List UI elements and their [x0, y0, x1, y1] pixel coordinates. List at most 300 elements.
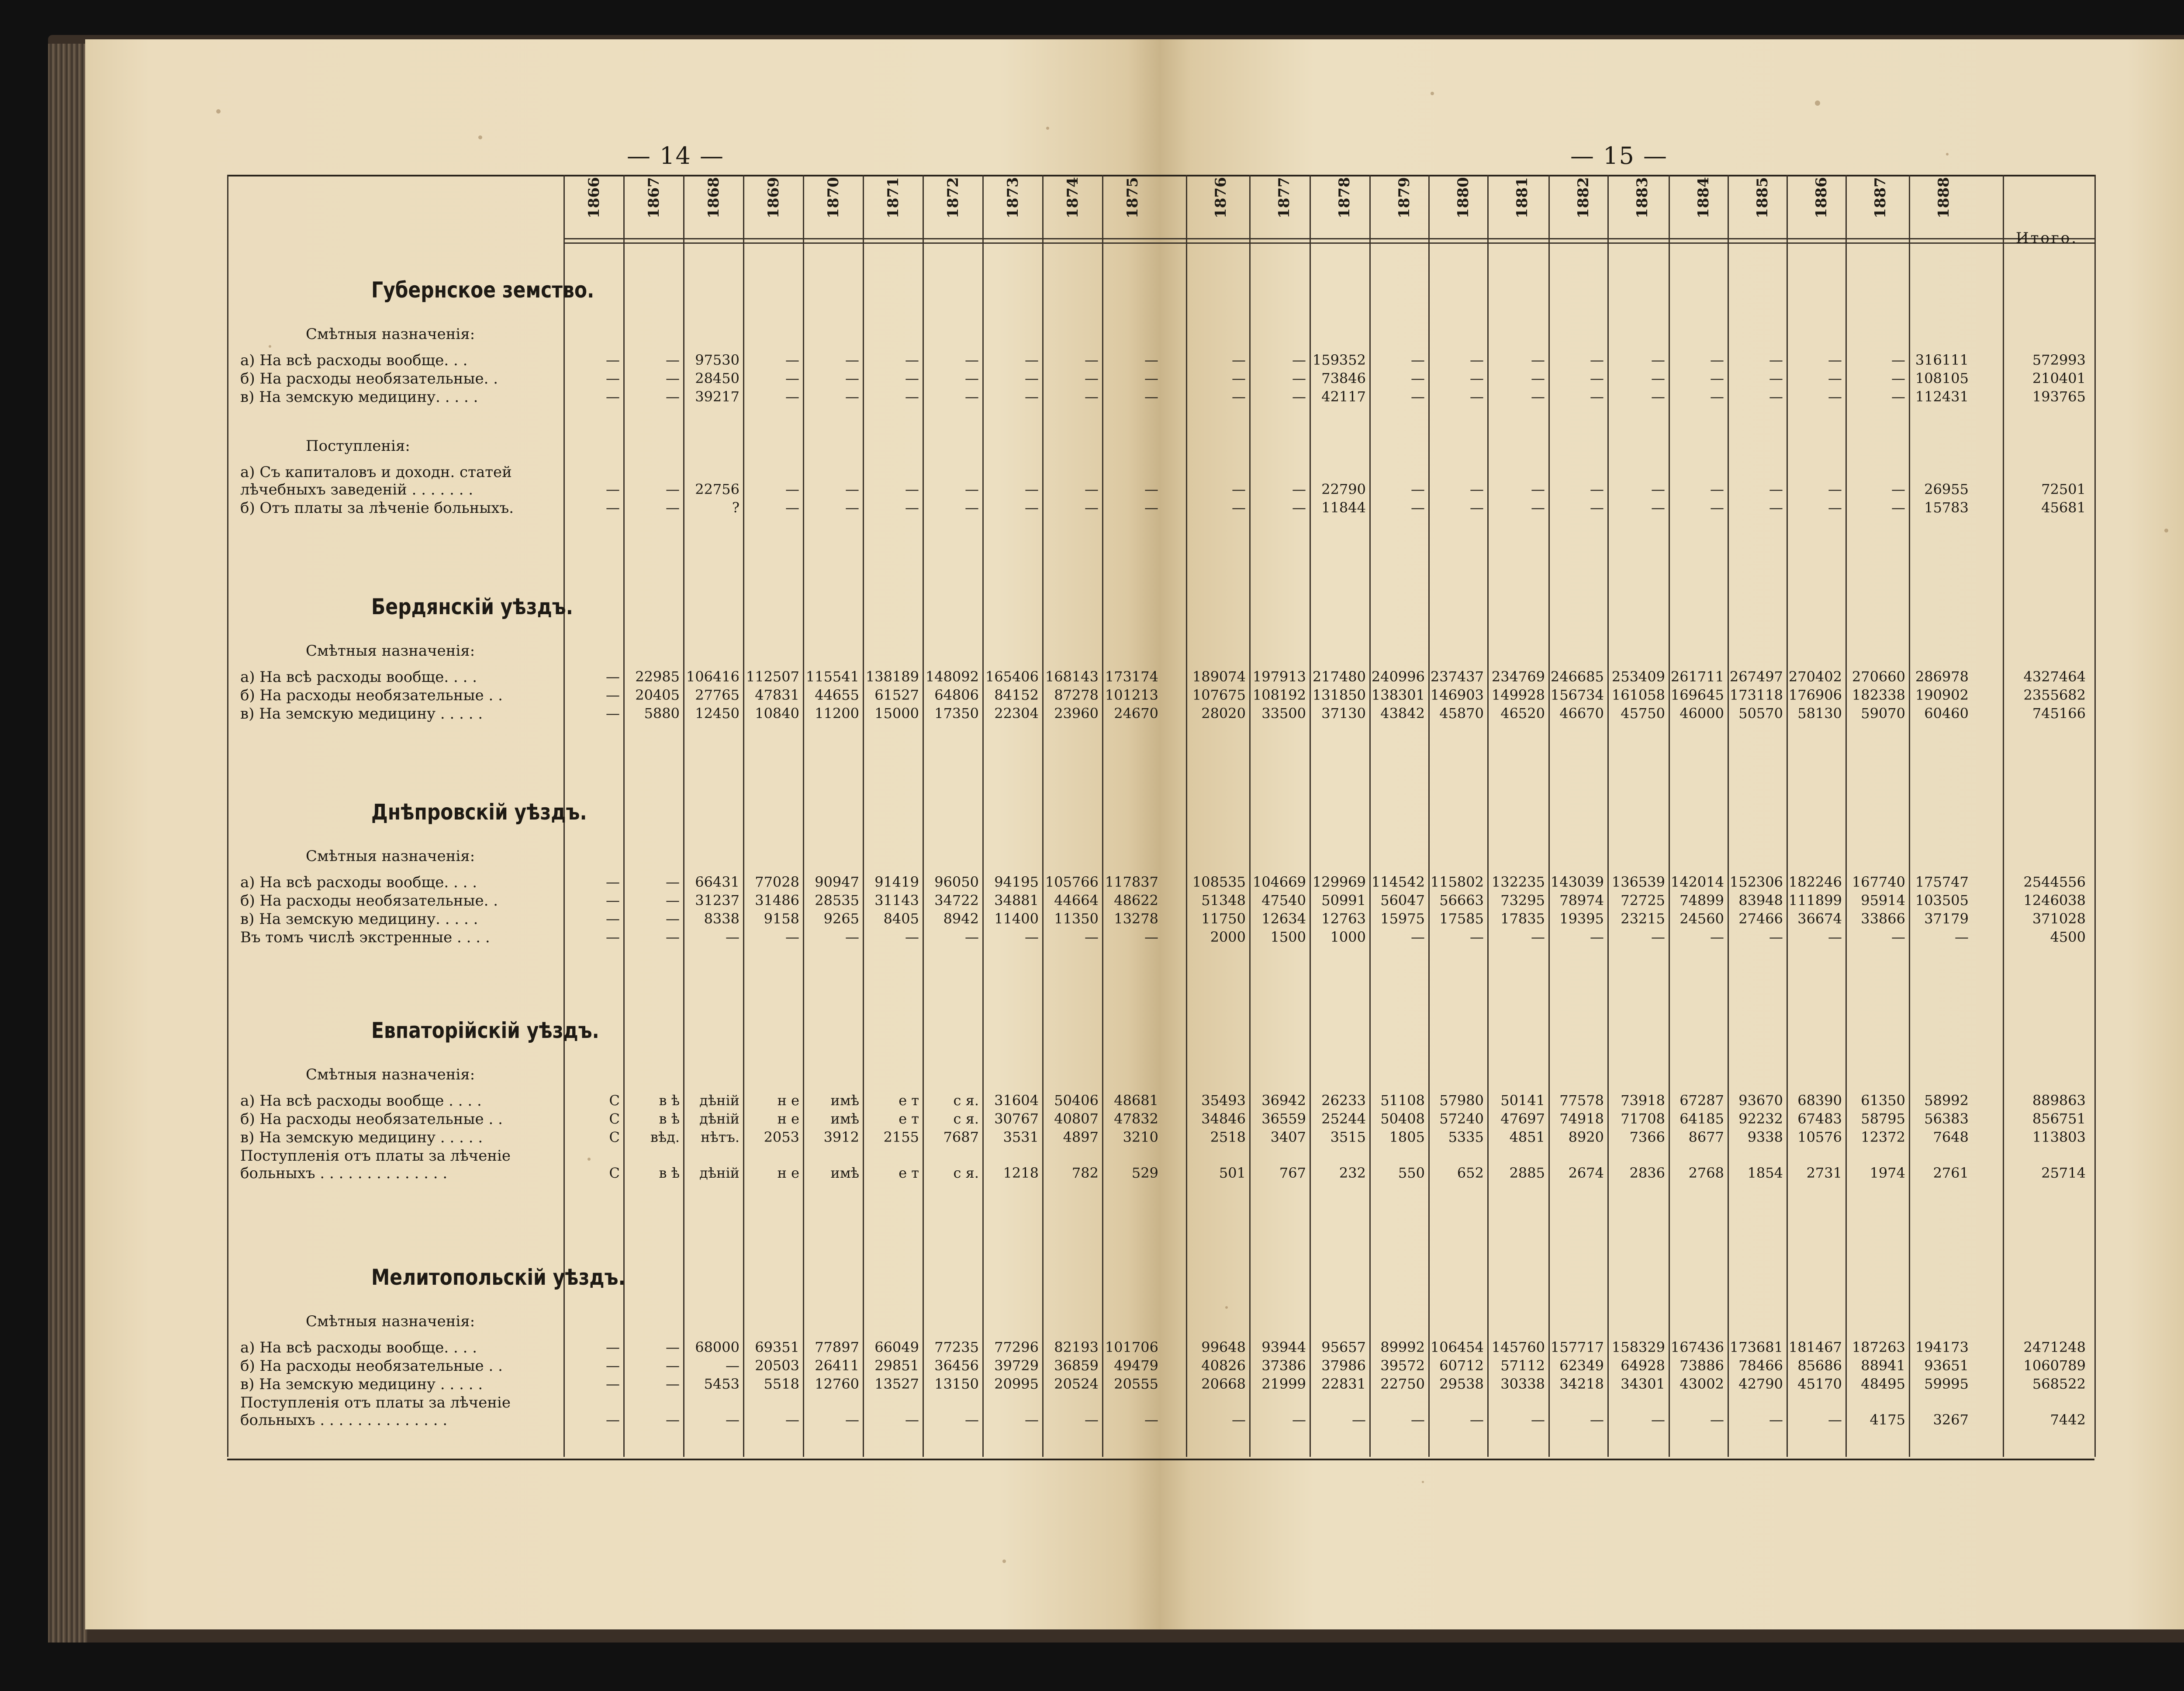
year-header: 1875	[1124, 177, 1141, 218]
table-cell: —	[666, 1411, 680, 1428]
table-cell: —	[606, 687, 620, 703]
table-cell: —	[1232, 352, 1246, 368]
table-cell: 108535	[1192, 874, 1246, 890]
table-cell: 46670	[1559, 705, 1604, 722]
table-cell: 112431	[1915, 388, 1969, 405]
table-cell: 11844	[1321, 499, 1366, 516]
table-cell: 48622	[1114, 892, 1158, 909]
row-label: б) На расходы необязательные. .	[240, 370, 498, 387]
table-cell: —	[726, 1411, 740, 1428]
table-cell: 36859	[1054, 1357, 1099, 1374]
table-cell: 39729	[994, 1357, 1039, 1374]
table-cell: 67287	[1679, 1092, 1724, 1109]
table-cell: 73886	[1679, 1357, 1724, 1374]
table-cell: 77028	[755, 874, 799, 890]
table-cell: —	[606, 1376, 620, 1392]
table-cell: 108105	[1915, 370, 1969, 387]
table-cell: 36559	[1261, 1110, 1306, 1127]
table-cell: —	[1828, 370, 1842, 387]
table-cell: 143039	[1550, 874, 1604, 890]
year-header: 1883	[1634, 177, 1651, 218]
table-cell: 2836	[1629, 1165, 1665, 1181]
year-header: 1877	[1275, 177, 1293, 218]
table-cell: —	[1232, 1411, 1246, 1428]
table-cell: —	[1025, 929, 1039, 945]
table-cell: 24560	[1679, 910, 1724, 927]
table-cell: —	[1025, 1411, 1039, 1428]
table-cell: с я.	[953, 1092, 979, 1109]
table-cell: —	[785, 929, 799, 945]
group-heading: Смѣтныя назначенія:	[306, 847, 475, 865]
table-cell: —	[1828, 499, 1842, 516]
table-cell: 19395	[1559, 910, 1604, 927]
table-cell: —	[845, 481, 859, 498]
foxing-spot	[1046, 127, 1049, 130]
table-cell: 173681	[1729, 1339, 1783, 1356]
table-cell: 72725	[1621, 892, 1665, 909]
table-cell: 131850	[1312, 687, 1366, 703]
total-cell: 745166	[2032, 705, 2086, 722]
table-cell: 7366	[1629, 1129, 1665, 1145]
table-cell: 45870	[1439, 705, 1484, 722]
table-cell: имѣ	[830, 1092, 859, 1109]
table-cell: 1854	[1747, 1165, 1783, 1181]
table-cell: 148092	[925, 668, 979, 685]
total-cell: 193765	[2032, 388, 2086, 405]
table-cell: —	[1085, 352, 1099, 368]
table-cell: —	[785, 388, 799, 405]
table-cell: 270660	[1852, 668, 1905, 685]
table-cell: 181467	[1788, 1339, 1842, 1356]
table-cell: 77897	[815, 1339, 859, 1356]
table-cell: 9265	[823, 910, 859, 927]
table-cell: 51348	[1201, 892, 1246, 909]
table-cell: —	[1828, 1411, 1842, 1428]
right-col-rule	[1369, 175, 1371, 1457]
table-cell: —	[1710, 929, 1724, 945]
foxing-spot	[478, 135, 482, 139]
table-cell: 15000	[874, 705, 919, 722]
table-cell: —	[965, 481, 979, 498]
table-cell: 31604	[994, 1092, 1039, 1109]
left-col-rule	[743, 175, 744, 1457]
total-cell: 72501	[2041, 481, 2086, 498]
table-cell: 107675	[1192, 687, 1246, 703]
table-cell: 101213	[1105, 687, 1158, 703]
row-label: б) На расходы необязательные. .	[240, 892, 498, 909]
table-cell: —	[606, 1357, 620, 1374]
row-label: а) На всѣ расходы вообще. . . .	[240, 1339, 477, 1356]
table-cell: 58795	[1861, 1110, 1905, 1127]
foxing-spot	[1815, 100, 1820, 106]
table-cell: 101706	[1105, 1339, 1158, 1356]
table-cell: 167436	[1670, 1339, 1724, 1356]
table-cell: —	[1891, 370, 1905, 387]
year-header: 1880	[1455, 177, 1472, 218]
table-cell: —	[965, 388, 979, 405]
table-cell: С	[609, 1110, 620, 1127]
foxing-spot	[1946, 153, 1949, 156]
table-cell: —	[1232, 370, 1246, 387]
table-cell: 22304	[994, 705, 1039, 722]
table-cell: —	[845, 388, 859, 405]
year-header: 1873	[1004, 177, 1022, 218]
table-cell: —	[606, 910, 620, 927]
table-cell: —	[845, 929, 859, 945]
table-cell: дѣній	[699, 1092, 740, 1109]
year-header: 1881	[1514, 177, 1531, 218]
table-cell: 39217	[695, 388, 740, 405]
table-cell: —	[606, 499, 620, 516]
table-cell: —	[1025, 481, 1039, 498]
table-cell: 66049	[874, 1339, 919, 1356]
table-cell: 95657	[1321, 1339, 1366, 1356]
right-col-rule	[1548, 175, 1550, 1457]
table-cell: 182246	[1788, 874, 1842, 890]
table-cell: 92232	[1738, 1110, 1783, 1127]
total-cell: 371028	[2032, 910, 2086, 927]
table-cell: 22750	[1380, 1376, 1425, 1392]
foxing-spot	[1225, 1306, 1228, 1309]
table-cell: 20668	[1201, 1376, 1246, 1392]
table-cell: 64806	[934, 687, 979, 703]
table-cell: 60460	[1924, 705, 1969, 722]
table-cell: 40826	[1201, 1357, 1246, 1374]
table-cell: 161058	[1611, 687, 1665, 703]
table-cell: —	[1470, 481, 1484, 498]
table-cell: 28020	[1201, 705, 1246, 722]
table-cell: 7648	[1933, 1129, 1969, 1145]
table-cell: 157717	[1550, 1339, 1604, 1356]
table-cell: 149928	[1491, 687, 1545, 703]
table-cell: 56047	[1380, 892, 1425, 909]
table-cell: —	[1470, 499, 1484, 516]
row-label: а) На всѣ расходы вообще . . . .	[240, 1092, 482, 1110]
table-cell: —	[666, 370, 680, 387]
table-cell: —	[905, 352, 919, 368]
table-cell: 57112	[1500, 1357, 1545, 1374]
right-col-rule	[1310, 175, 1311, 1457]
table-cell: 47540	[1261, 892, 1306, 909]
table-cell: 37179	[1924, 910, 1969, 927]
table-cell: —	[1085, 388, 1099, 405]
table-cell: 1974	[1870, 1165, 1905, 1181]
table-cell: 106454	[1430, 1339, 1484, 1356]
foxing-spot	[1422, 1481, 1424, 1483]
table-cell: 529	[1131, 1165, 1158, 1181]
table-cell: 50570	[1738, 705, 1783, 722]
section-title: Мелитопольскій уѣздъ.	[371, 1265, 625, 1290]
right-head-rule	[1160, 238, 2094, 239]
table-cell: С	[609, 1092, 620, 1109]
table-cell: 45170	[1797, 1376, 1842, 1392]
table-cell: —	[1769, 499, 1783, 516]
left-col-rule	[863, 175, 864, 1457]
table-cell: 173174	[1105, 668, 1158, 685]
table-cell: —	[845, 1411, 859, 1428]
table-cell: 4175	[1870, 1411, 1905, 1428]
table-cell: —	[1144, 1411, 1158, 1428]
table-cell: —	[1590, 370, 1604, 387]
table-cell: 44655	[815, 687, 859, 703]
table-cell: 89992	[1380, 1339, 1425, 1356]
table-cell: 37386	[1261, 1357, 1306, 1374]
table-cell: —	[1531, 388, 1545, 405]
table-cell: 2518	[1210, 1129, 1246, 1145]
row-label: лѣчебныхъ заведеній . . . . . . .	[240, 481, 473, 498]
row-label: б) На расходы необязательные . .	[240, 687, 503, 704]
year-header: 1871	[885, 177, 902, 218]
table-cell: 15975	[1380, 910, 1425, 927]
table-cell: 2674	[1568, 1165, 1604, 1181]
table-cell: —	[1411, 352, 1425, 368]
table-cell: 77296	[994, 1339, 1039, 1356]
year-header: 1884	[1695, 177, 1712, 218]
table-cell: 3515	[1330, 1129, 1366, 1145]
section-title: Евпаторійскій уѣздъ.	[371, 1018, 599, 1043]
table-cell: 316111	[1915, 352, 1969, 368]
table-cell: —	[1590, 499, 1604, 516]
row-label: а) На всѣ расходы вообще. . . .	[240, 874, 477, 891]
table-cell: 2761	[1933, 1165, 1969, 1181]
table-cell: 117837	[1105, 874, 1158, 890]
table-cell: 4851	[1509, 1129, 1545, 1145]
table-cell: —	[606, 481, 620, 498]
table-cell: —	[1651, 1411, 1665, 1428]
table-cell: —	[1470, 929, 1484, 945]
year-header: 1879	[1396, 177, 1413, 218]
table-cell: 12634	[1261, 910, 1306, 927]
table-cell: —	[1769, 481, 1783, 498]
year-header: 1872	[944, 177, 962, 218]
table-cell: 60712	[1439, 1357, 1484, 1374]
group-heading: Смѣтныя назначенія:	[306, 642, 475, 660]
table-cell: 2768	[1688, 1165, 1724, 1181]
group-heading: Смѣтныя назначенія:	[306, 1313, 475, 1330]
total-cell: 2355682	[2023, 687, 2086, 703]
table-cell: н е	[777, 1092, 799, 1109]
table-cell: 13278	[1114, 910, 1158, 927]
table-cell: 64185	[1679, 1110, 1724, 1127]
table-cell: 176906	[1788, 687, 1842, 703]
table-cell: 50406	[1054, 1092, 1099, 1109]
year-header: 1867	[645, 177, 663, 218]
table-cell: 31237	[695, 892, 740, 909]
table-cell: 93670	[1738, 1092, 1783, 1109]
table-cell: 33866	[1861, 910, 1905, 927]
table-cell: имѣ	[830, 1110, 859, 1127]
table-cell: 30767	[994, 1110, 1039, 1127]
row-label: больныхъ . . . . . . . . . . . . . .	[240, 1411, 448, 1429]
table-cell: —	[1651, 481, 1665, 498]
table-cell: 3912	[823, 1129, 859, 1145]
table-cell: 73846	[1321, 370, 1366, 387]
table-cell: 31486	[755, 892, 799, 909]
total-cell: 45681	[2041, 499, 2086, 516]
table-cell: —	[606, 1339, 620, 1356]
left-col-rule	[1102, 175, 1103, 1457]
total-header: Итого.	[2016, 229, 2078, 247]
table-cell: 97530	[695, 352, 740, 368]
table-cell: 8920	[1568, 1129, 1604, 1145]
total-cell: 1060789	[2023, 1357, 2086, 1374]
left-col-rule	[803, 175, 804, 1457]
table-cell: —	[965, 929, 979, 945]
table-cell: —	[1590, 1411, 1604, 1428]
table-cell: —	[1828, 929, 1842, 945]
table-cell: 71708	[1621, 1110, 1665, 1127]
table-cell: —	[1292, 388, 1306, 405]
table-cell: 36942	[1261, 1092, 1306, 1109]
table-cell: —	[1144, 370, 1158, 387]
table-cell: 39572	[1380, 1357, 1425, 1374]
right-col-rule	[1787, 175, 1788, 1457]
table-cell: с я.	[953, 1165, 979, 1181]
year-header: 1876	[1212, 177, 1230, 218]
table-cell: —	[965, 352, 979, 368]
table-cell: 132235	[1491, 874, 1545, 890]
row-label: а) Съ капиталовъ и доходн. статей	[240, 463, 512, 481]
table-cell: 94195	[994, 874, 1039, 890]
table-cell: 22756	[695, 481, 740, 498]
table-cell: 270402	[1788, 668, 1842, 685]
table-cell: —	[1651, 388, 1665, 405]
table-cell: —	[1085, 499, 1099, 516]
table-cell: —	[785, 352, 799, 368]
table-cell: —	[1651, 499, 1665, 516]
table-cell: 48495	[1861, 1376, 1905, 1392]
table-cell: 45750	[1621, 705, 1665, 722]
table-cell: 26233	[1321, 1092, 1366, 1109]
table-cell: 46520	[1500, 705, 1545, 722]
table-cell: 61350	[1861, 1092, 1905, 1109]
group-heading: Смѣтныя назначенія:	[306, 325, 475, 343]
table-cell: 73295	[1500, 892, 1545, 909]
table-cell: —	[606, 1411, 620, 1428]
year-header: 1887	[1872, 177, 1889, 218]
table-cell: —	[965, 1411, 979, 1428]
section-title: Губернское земство.	[371, 277, 594, 303]
table-cell: 43002	[1679, 1376, 1724, 1392]
table-cell: 21999	[1261, 1376, 1306, 1392]
right-col-rule	[1186, 175, 1187, 1457]
total-cell: 572993	[2032, 352, 2086, 368]
table-cell: 111899	[1788, 892, 1842, 909]
year-header: 1866	[585, 177, 603, 218]
table-cell: 69351	[755, 1339, 799, 1356]
table-cell: —	[1025, 388, 1039, 405]
left-col-rule	[923, 175, 924, 1457]
table-cell: 59070	[1861, 705, 1905, 722]
table-cell: 50991	[1321, 892, 1366, 909]
table-cell: 67483	[1797, 1110, 1842, 1127]
table-cell: 93944	[1261, 1339, 1306, 1356]
table-cell: —	[1025, 370, 1039, 387]
table-cell: 167740	[1852, 874, 1905, 890]
table-cell: —	[606, 929, 620, 945]
table-cell: —	[1144, 352, 1158, 368]
table-cell: 146903	[1430, 687, 1484, 703]
section-title: Днѣпровскій уѣздъ.	[371, 799, 587, 825]
total-cell: 7442	[2050, 1411, 2086, 1428]
table-cell: 56663	[1439, 892, 1484, 909]
table-cell: 11750	[1201, 910, 1246, 927]
total-cell: 856751	[2032, 1110, 2086, 1127]
table-cell: 93651	[1924, 1357, 1969, 1374]
table-cell: 253409	[1611, 668, 1665, 685]
table-cell: 57240	[1439, 1110, 1484, 1127]
table-cell: —	[1085, 481, 1099, 498]
table-cell: 187263	[1852, 1339, 1905, 1356]
total-cell: 113803	[2032, 1129, 2086, 1145]
table-cell: 30338	[1500, 1376, 1545, 1392]
table-cell: 44664	[1054, 892, 1099, 909]
table-cell: 26411	[815, 1357, 859, 1374]
table-cell: —	[1590, 929, 1604, 945]
table-cell: 34301	[1621, 1376, 1665, 1392]
table-cell: 237437	[1430, 668, 1484, 685]
table-cell: 61527	[874, 687, 919, 703]
foxing-spot	[269, 345, 271, 348]
table-cell: —	[1891, 388, 1905, 405]
table-cell: 197913	[1252, 668, 1306, 685]
table-cell: 37130	[1321, 705, 1366, 722]
table-cell: 90947	[815, 874, 859, 890]
table-cell: —	[785, 370, 799, 387]
table-cell: 240996	[1371, 668, 1425, 685]
table-cell: —	[1411, 370, 1425, 387]
right-col-rule	[1249, 175, 1251, 1457]
table-cell: 34881	[994, 892, 1039, 909]
table-cell: 15783	[1924, 499, 1969, 516]
table-cell: —	[606, 668, 620, 685]
table-cell: 234769	[1491, 668, 1545, 685]
table-cell: 115802	[1430, 874, 1484, 890]
table-cell: —	[1292, 481, 1306, 498]
table-cell: 2155	[883, 1129, 919, 1145]
right-col-rule	[1728, 175, 1729, 1457]
table-cell: с я.	[953, 1110, 979, 1127]
table-cell: 246685	[1550, 668, 1604, 685]
table-cell: 83948	[1738, 892, 1783, 909]
year-header: 1886	[1813, 177, 1830, 218]
table-cell: —	[1144, 481, 1158, 498]
right-page	[1160, 39, 2184, 1629]
right-col-rule	[1909, 175, 1910, 1457]
table-cell: —	[606, 874, 620, 890]
table-cell: 34846	[1201, 1110, 1246, 1127]
table-cell: 5880	[644, 705, 680, 722]
table-cell: 36674	[1797, 910, 1842, 927]
table-cell: —	[1769, 1411, 1783, 1428]
table-cell: 11200	[815, 705, 859, 722]
table-cell: 23960	[1054, 705, 1099, 722]
table-cell: —	[785, 499, 799, 516]
table-cell: 138301	[1371, 687, 1425, 703]
table-cell: 3407	[1270, 1129, 1306, 1145]
foxing-spot	[1002, 1560, 1006, 1563]
table-cell: 8405	[883, 910, 919, 927]
table-cell: 37986	[1321, 1357, 1366, 1374]
table-cell: 12763	[1321, 910, 1366, 927]
table-cell: —	[606, 892, 620, 909]
left-col-rule	[1042, 175, 1044, 1457]
table-cell: 145760	[1491, 1339, 1545, 1356]
table-cell: 8677	[1688, 1129, 1724, 1145]
table-cell: 84152	[994, 687, 1039, 703]
table-cell: 50408	[1380, 1110, 1425, 1127]
table-cell: 286978	[1915, 668, 1969, 685]
